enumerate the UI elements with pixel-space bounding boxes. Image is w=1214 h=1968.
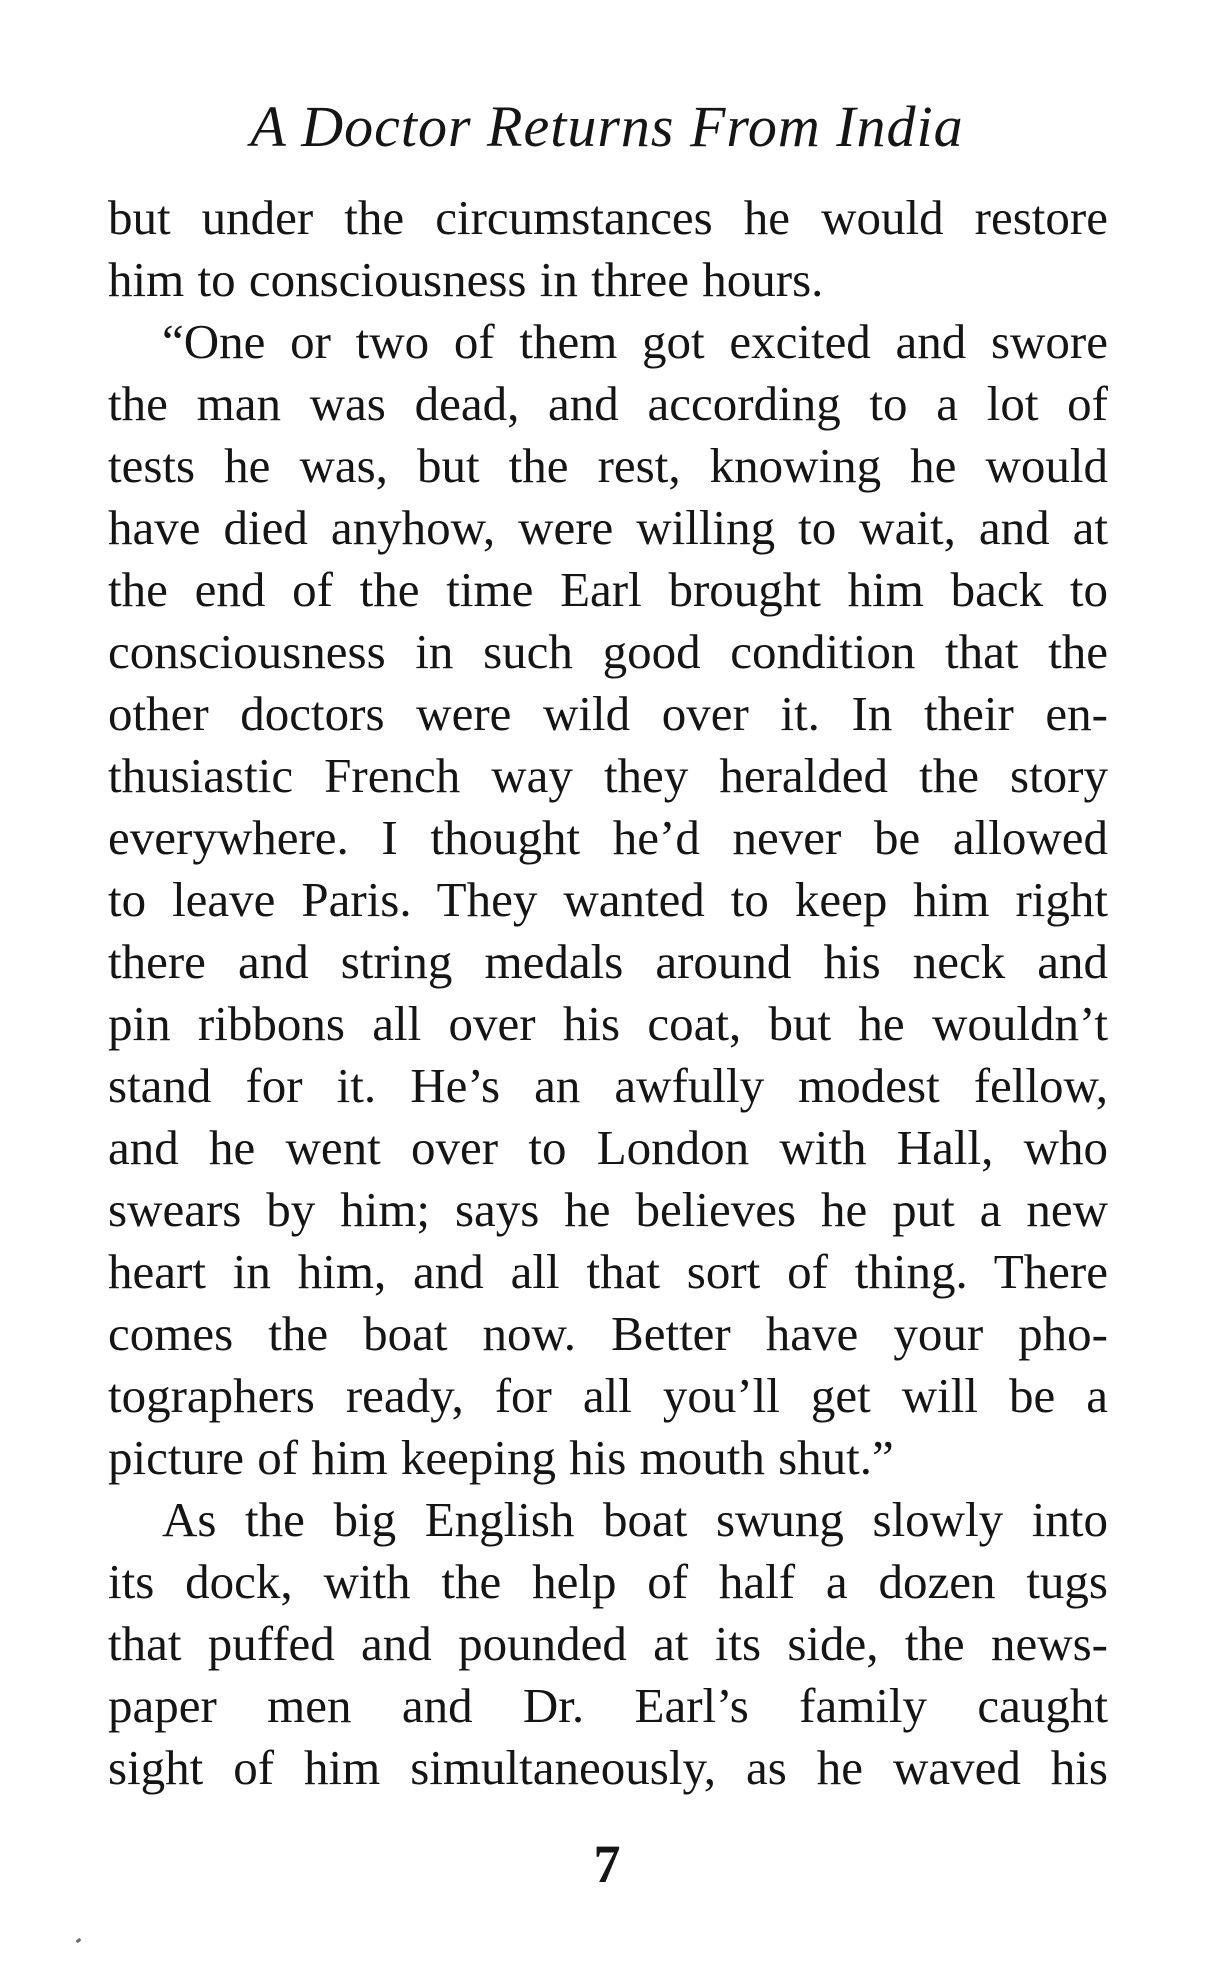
- text-line: “One or two of them got excited and swore: [162, 314, 1108, 369]
- text-line: thusiastic French way they heralded the story: [108, 748, 1108, 803]
- text-line: the man was dead, and according to a lot of: [108, 376, 1108, 431]
- text-line: paper men and Dr. Earl’s family caught: [108, 1678, 1108, 1733]
- text-line: tests he was, but the rest, knowing he would: [108, 438, 1108, 493]
- text-line: and he went over to London with Hall, who: [108, 1120, 1108, 1175]
- text-line: As the big English boat swung slowly into: [162, 1492, 1108, 1547]
- text-line: the end of the time Earl brought him back to: [108, 562, 1108, 617]
- text-line: comes the boat now. Better have your pho-: [108, 1306, 1108, 1361]
- body-text: [108, 187, 1108, 1799]
- text-line: tographers ready, for all you’ll get will be a: [108, 1368, 1108, 1423]
- text-line: picture of him keeping his mouth shut.”: [108, 1430, 894, 1485]
- running-head: A Doctor Returns From India: [250, 94, 964, 159]
- text-line: there and string medals around his neck and: [108, 934, 1108, 989]
- text-line: stand for it. He’s an awfully modest fellow,: [108, 1058, 1108, 1113]
- text-line: consciousness in such good condition that the: [108, 624, 1108, 679]
- text-line: him to consciousness in three hours.: [108, 252, 824, 307]
- text-line: everywhere. I thought he’d never be allowed: [108, 810, 1108, 865]
- text-line: pin ribbons all over his coat, but he wouldn’t: [108, 996, 1108, 1051]
- text-line: its dock, with the help of half a dozen tugs: [108, 1554, 1108, 1609]
- page-number: 7: [593, 1834, 621, 1894]
- text-line: have died anyhow, were willing to wait, and at: [108, 500, 1108, 555]
- text-line: that puffed and pounded at its side, the news-: [108, 1616, 1108, 1671]
- print-speck: [76, 1938, 82, 1943]
- text-line: heart in him, and all that sort of thing. There: [108, 1244, 1108, 1299]
- text-line: sight of him simultaneously, as he waved his: [108, 1740, 1108, 1795]
- text-line: to leave Paris. They wanted to keep him right: [108, 872, 1108, 927]
- text-line: swears by him; says he believes he put a new: [108, 1182, 1108, 1237]
- text-line: but under the circumstances he would restore: [108, 190, 1108, 245]
- text-line: other doctors were wild over it. In their en-: [108, 686, 1108, 741]
